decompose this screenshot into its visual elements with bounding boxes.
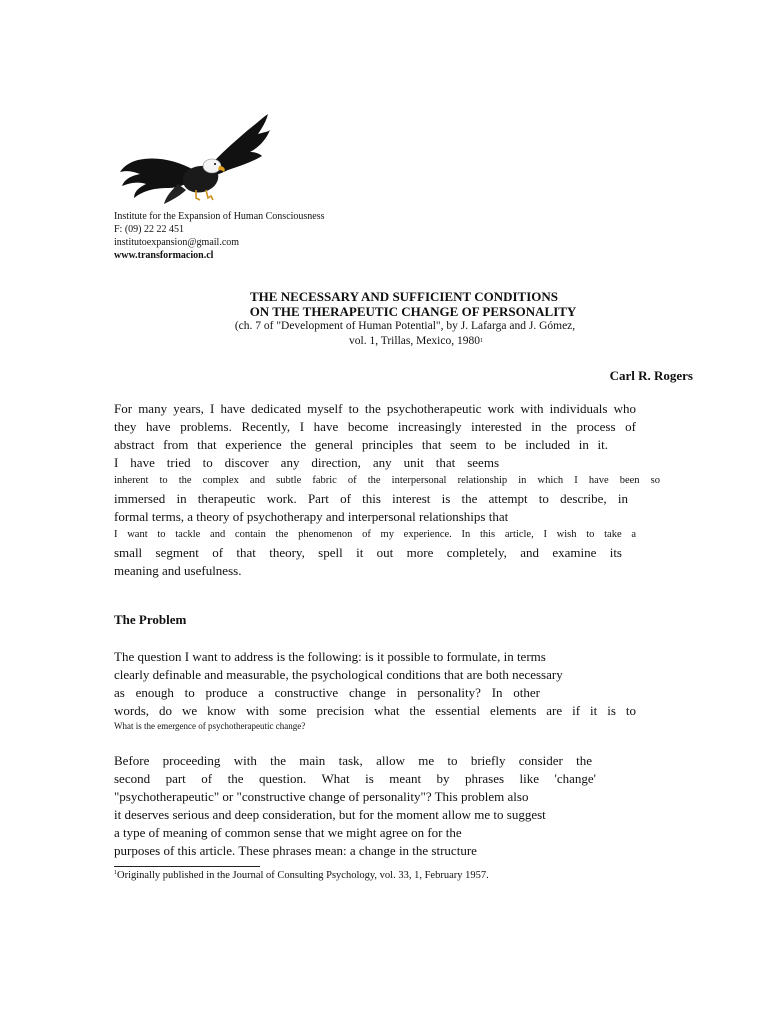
footnote (114, 870, 489, 881)
paragraph-line: it deserves serious and deep consideration, but for the moment allow me to suggest (114, 807, 546, 822)
institute-email[interactable]: institutoexpansion@gmail.com (114, 237, 240, 248)
paragraph-line: formal terms, a theory of psychotherapy and interpersonal relationships that (114, 509, 509, 524)
paragraph-line: I have tried to discover any direction, any unit that seems (114, 455, 499, 470)
author-name: Carl R. Rogers (609, 368, 693, 383)
footnote-text: Originally published in the Journal of Consulting Psychology, vol. 33, 1, February 1957. (117, 870, 489, 881)
title-line-4 (64, 334, 768, 349)
paragraph-line: Before proceeding with the main task, allow me to briefly consider the (114, 753, 592, 768)
paragraph-line: second part of the question. What is meant by phrases like 'change' (114, 771, 596, 786)
institute-info (114, 210, 325, 262)
paragraph-line: as enough to produce a constructive change in personality? In other (114, 685, 540, 700)
paragraph-line: What is the emergence of psychotherapeutic change? (114, 721, 306, 731)
title-line-1: THE NECESSARY AND SUFFICIENT CONDITIONS (249, 289, 558, 304)
paragraph-line: For many years, I have dedicated myself to the psychotherapeutic work with individuals who (114, 401, 636, 416)
before-paragraph (114, 752, 636, 860)
paragraph-line: "psychotherapeutic" or "constructive change of personality"? This problem also (114, 789, 529, 804)
title-line-4-text: vol. 1, Trillas, Mexico, 1980 (349, 335, 480, 347)
paragraph-line: I want to tackle and contain the phenomenon of my experience. In this article, I wish to take a (114, 529, 636, 540)
footnote-divider (114, 866, 260, 867)
intro-paragraph (114, 400, 660, 580)
paragraph-line: a type of meaning of common sense that we might agree on for the (114, 825, 462, 840)
document-title (0, 289, 768, 349)
paragraph-line: clearly definable and measurable, the psychological conditions that are both necessary (114, 667, 563, 682)
paragraph-line: immersed in therapeutic work. Part of this interest is the attempt to describe, in (114, 491, 628, 506)
footnote-ref: 1 (479, 338, 483, 344)
paragraph-line: words, do we know with some precision what the essential elements are if it is to (114, 703, 636, 718)
paragraph-line: purposes of this article. These phrases mean: a change in the structure (114, 843, 477, 858)
paragraph-line: meaning and usefulness. (114, 563, 242, 578)
problem-paragraph (114, 648, 636, 732)
institute-phone: F: (09) 22 22 451 (114, 224, 184, 235)
footnote-mark: 1 (114, 870, 117, 876)
paragraph-line: they have problems. Recently, I have become increasingly interested in the process of (114, 419, 636, 434)
institute-website[interactable]: www.transformacion.cl (114, 250, 214, 261)
title-line-3: (ch. 7 of "Development of Human Potential", by J. Lafarga and J. Gómez, (234, 320, 576, 332)
title-line-2: ON THE THERAPEUTIC CHANGE OF PERSONALITY (249, 304, 577, 319)
paragraph-line: The question I want to address is the following: is it possible to formulate, in terms (114, 649, 546, 664)
section-heading: The Problem (114, 612, 187, 627)
institute-name: Institute for the Expansion of Human Consciousness (114, 211, 325, 222)
eagle-logo-icon (116, 112, 272, 208)
paragraph-line: inherent to the complex and subtle fabric of the interpersonal relationship in which I have been so (114, 475, 660, 486)
paragraph-line: small segment of that theory, spell it out more completely, and examine its (114, 545, 622, 560)
paragraph-line: abstract from that experience the general principles that seem to be included in it. (114, 437, 608, 452)
